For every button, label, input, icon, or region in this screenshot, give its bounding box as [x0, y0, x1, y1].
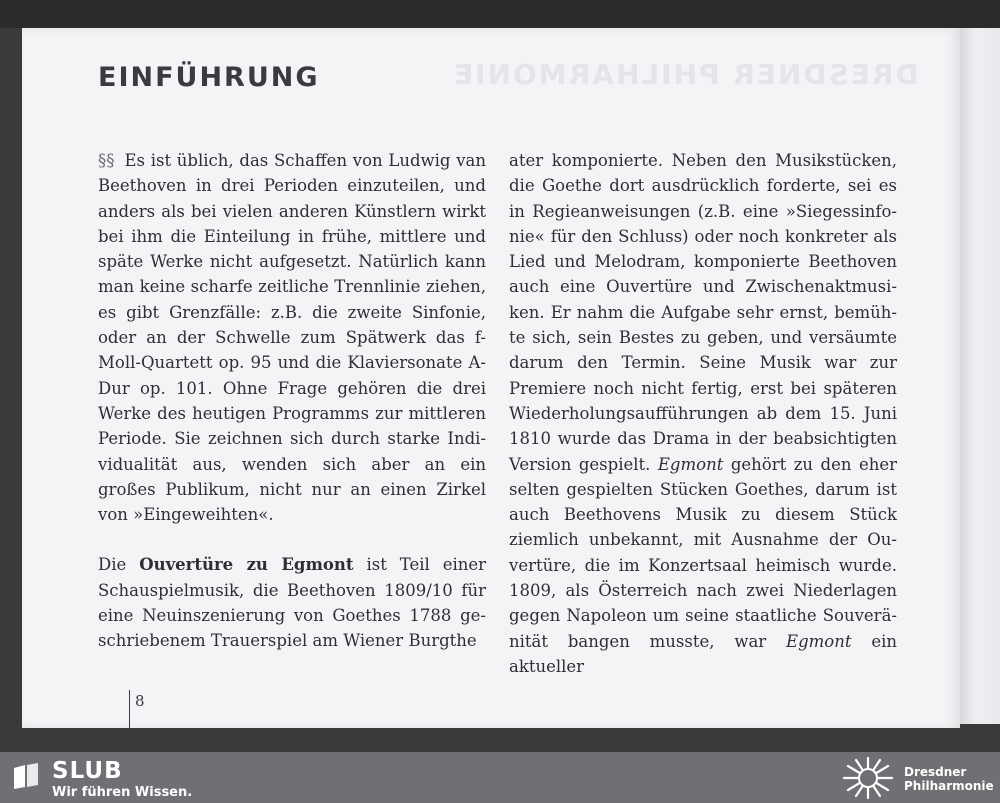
text-column-right — [509, 148, 897, 679]
paragraph-egmont-text: ist Teil einer Schauspielmusik, die Beethoven 1809/10 für eine Neuinszenierung von Goethes 1788 geschriebenem Trauerspiel am Wiener Burgthe — [98, 555, 487, 651]
section-symbol-icon: §§ — [98, 151, 115, 170]
footer-bar — [0, 752, 1000, 803]
paragraph-egmont-lead: Die — [98, 555, 127, 575]
dresdner-philharmonie-sunburst-logo — [842, 756, 894, 800]
dp-wordmark-line-2: Philharmonie — [904, 779, 994, 793]
dp-wordmark-line-1: Dresdner — [904, 765, 967, 779]
paragraph-continued — [509, 148, 897, 679]
paragraph-intro-text: Es ist üblich, das Schaffen von Ludwig van Beethoven in drei Perioden einzuteilen, und anders als bei vielen anderen Künstlern wirkt bei ihm die Einteilung in frühe, mittlere und späte Werke nicht aufgesetzt. Natürlich kann man keine scharfe zeitliche Trennlinie ziehen, es gibt Grenzfälle: z.B. die zweite Sinfonie, oder an der Schwelle zum Spätwerk das f-Moll-Quartett op. 95 und die Klaviersonate A-Dur op. 101. Ohne Frage gehören die drei Werke des heutigen Programms zur mittleren Periode. Sie zeichnen sich durch starke Individualität aus, wenden sich aber an ein großes Publikum, nicht nur an einen Zirkel von »Eingeweihten«. — [98, 151, 486, 525]
continued-text-1: ater komponierte. Neben den Musikstücken, die Goethe dort ausdrücklich forderte, sei es in Regieanweisungen (z.B. eine »Siegessinfonie« für den Schluss) oder noch konkreter als Lied und Melodram, komponierte Beethoven auch eine Ouvertüre und Zwischenaktmusiken. Er nahm die Aufgabe sehr ernst, bemühte sich, sein Bestes zu geben, und versäumte darum den Termin. Seine Musik war zur Premiere noch nicht fertig, erst bei späteren Wiederholungsaufführungen ab dem 15. Juni 1810 wurde das Drama in der beabsichtigten Version gespielt. — [509, 151, 897, 474]
work-title-italic-1: Egmont — [657, 454, 724, 474]
paragraph-egmont — [98, 552, 486, 653]
slub-tagline: Wir führen Wissen. — [52, 785, 193, 800]
next-page-edge — [960, 28, 1000, 724]
show-through-title: DRESDNER PHILHARMONIE — [452, 58, 919, 91]
scan-border-top — [0, 0, 1000, 28]
continued-text-3: ein aktueller — [509, 631, 897, 676]
page-number-rule — [129, 690, 130, 730]
work-title-egmont: Ouvertüre zu Egmont — [139, 555, 354, 575]
text-column-left — [98, 148, 486, 654]
slub-logo-text: SLUB — [52, 758, 123, 784]
page-title: EINFÜHRUNG — [98, 62, 320, 93]
slub-book-icon — [12, 762, 40, 790]
page-number: 8 — [135, 692, 145, 710]
dresdner-philharmonie-wordmark — [904, 765, 994, 793]
continued-text-2: gehört zu den eher selten gespielten Stücken Goethes, darum ist auch Beethovens Musik zu diesem Stück ziemlich unbekannt, mit Ausnahme der Ouvertüre, die im Konzertsaal heimisch wurde. 1809, als Österreich nach zwei Niederlagen gegen Napoleon um seine staatliche Souveränität bangen musste, war — [509, 454, 897, 651]
work-title-italic-2: Egmont — [786, 631, 852, 651]
paragraph-intro — [98, 148, 486, 527]
